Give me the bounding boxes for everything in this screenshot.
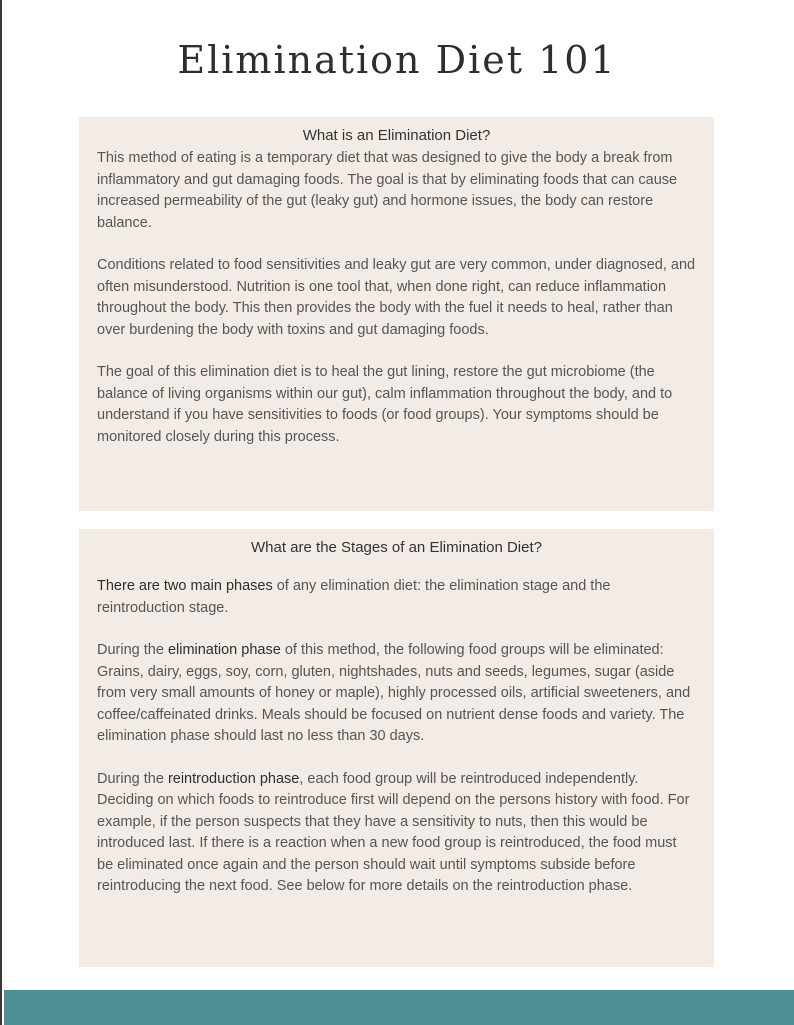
section-what-is-paragraph-2: Conditions related to food sensitivities and leaky gut are very common, under diagnosed, and often misunderstood. Nutrition is one tool that, when done right, can reduce inflammation throughout the body. This then provides the body with the fuel it needs to heal, rather than over burdening the body with toxins and gut damaging foods.: [97, 257, 696, 338]
elimination-phase-emphasis: elimination phase: [167, 642, 281, 658]
section-stages-heading: What are the Stages of an Elimination Diet?: [251, 539, 542, 556]
page-edge: [0, 0, 2, 1025]
paragraph-3-rest: , each food group will be reintroduced independently. Deciding on which foods to reintroduce first will depend on the persons history with food. For example, if the person suspects that they have a sensitivity to nuts, then this would be introduced last. If there is a reaction when a new food group is reintroduced, the food must be eliminated once again and the person should wait until symptoms subside before reintroducing the next food. See below for more details on the reintroduction phase.: [97, 770, 690, 894]
section-what-is: [79, 117, 714, 511]
section-what-is-heading: What is an Elimination Diet?: [302, 127, 491, 144]
document-title: Elimination Diet 101: [177, 38, 617, 82]
paragraph-2-lead: During the: [97, 642, 168, 658]
section-stages-paragraph-2: [97, 640, 696, 748]
two-phases-emphasis: There are two main phases: [97, 578, 273, 594]
paragraph-1-rest: of any elimination diet: the elimination stage and the reintroduction stage.: [97, 578, 611, 616]
paragraph-3-lead: During the: [97, 770, 168, 787]
section-stages-paragraph-1: [97, 576, 696, 619]
section-what-is-paragraph-3: The goal of this elimination diet is to heal the gut lining, restore the gut microbiome (the balance of living organisms within our gut), calm inflammation throughout the body, and to understand if you have sensitivities to foods (or food groups). Your symptoms should be monitored closely during this process.: [97, 364, 673, 445]
section-stages: [79, 529, 714, 967]
reintroduction-phase-emphasis: reintroduction phase: [167, 770, 300, 787]
paragraph-2-rest: of this method, the following food groups will be eliminated: Grains, dairy, eggs, soy, corn, gluten, nightshades, nuts and seeds, legumes, sugar (aside from very small amounts of honey or maple), highly processed oils, artificial sweeteners, and coffee/caffeinated drinks. Meals should be focused on nutrient dense foods and variety. The elimination phase should last no less than 30 days.: [97, 642, 691, 744]
section-what-is-paragraph-1: This method of eating is a temporary diet that was designed to give the body a break from inflammatory and gut damaging foods. The goal is that by eliminating foods that can cause increased permeability of the gut (leaky gut) and hormone issues, the body can restore balance.: [97, 150, 678, 231]
section-stages-paragraph-3: [97, 769, 696, 898]
footer-bar: [4, 990, 794, 1025]
